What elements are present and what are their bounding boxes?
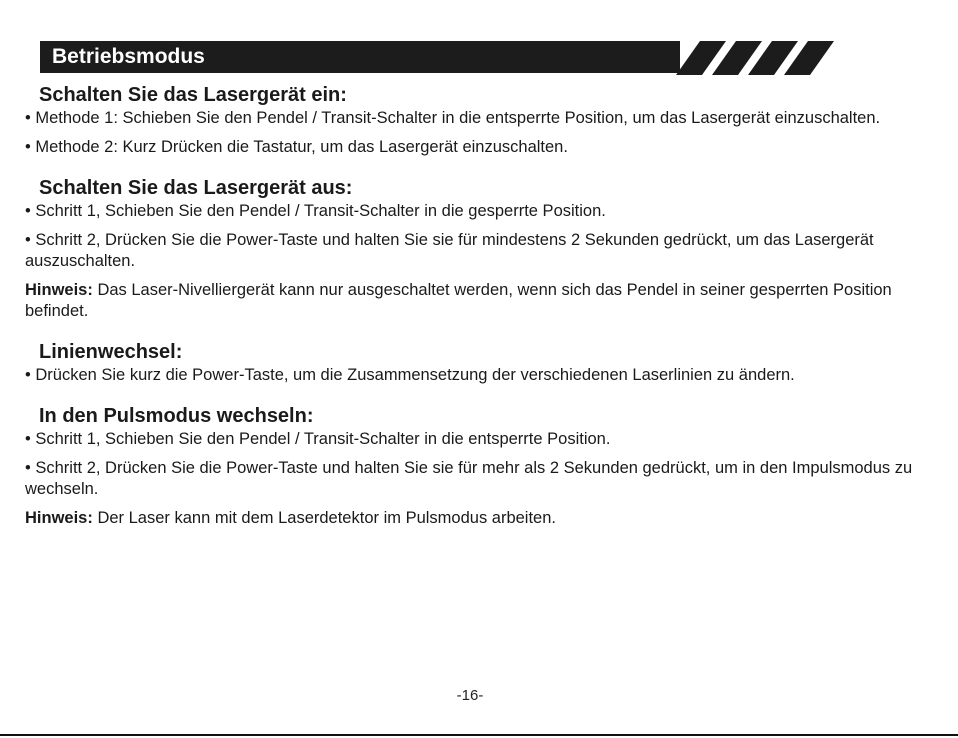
section-power-on bbox=[25, 83, 940, 158]
list-item: • Schritt 2, Drücken Sie die Power-Taste und halten Sie sie für mindestens 2 Sekunden gedrückt, um das Lasergerät auszuschalten. bbox=[25, 231, 874, 270]
section-power-off bbox=[25, 176, 940, 322]
list-item: • Drücken Sie kurz die Power-Taste, um die Zusammensetzung der verschiedenen Laserlinien zu ändern. bbox=[25, 366, 795, 384]
note-label: Hinweis: bbox=[25, 509, 93, 527]
section-pulse-mode bbox=[25, 404, 940, 529]
list-item: • Schritt 1, Schieben Sie den Pendel / Transit-Schalter in die entsperrte Position. bbox=[25, 430, 611, 448]
list-item: • Methode 1: Schieben Sie den Pendel / Transit-Schalter in die entsperrte Position, um das Lasergerät einzuschalten. bbox=[25, 109, 881, 127]
bottom-divider bbox=[0, 734, 958, 736]
section-heading: Schalten Sie das Lasergerät aus: bbox=[39, 177, 353, 199]
section-header-bar bbox=[40, 41, 680, 73]
note-label: Hinweis: bbox=[25, 281, 93, 299]
note-text: Das Laser-Nivelliergerät kann nur ausgeschaltet werden, wenn sich das Pendel in seiner gesperrten Position befindet. bbox=[25, 281, 892, 320]
page-number: -16- bbox=[456, 687, 484, 704]
section-heading: In den Pulsmodus wechseln: bbox=[39, 405, 314, 427]
section-line-switch bbox=[25, 340, 940, 386]
header-stripes-decoration bbox=[676, 40, 836, 76]
main-content bbox=[25, 83, 940, 547]
section-heading: Linienwechsel: bbox=[39, 341, 183, 363]
list-item: • Methode 2: Kurz Drücken die Tastatur, um das Lasergerät einzuschalten. bbox=[25, 138, 568, 156]
list-item: • Schritt 2, Drücken Sie die Power-Taste und halten Sie sie für mehr als 2 Sekunden gedrückt, um in den Impulsmodus zu wechseln. bbox=[25, 459, 913, 498]
note-text: Der Laser kann mit dem Laserdetektor im Pulsmodus arbeiten. bbox=[92, 509, 556, 527]
list-item: • Schritt 1, Schieben Sie den Pendel / Transit-Schalter in die gesperrte Position. bbox=[25, 202, 606, 220]
note bbox=[25, 508, 940, 529]
note bbox=[25, 280, 940, 322]
section-heading: Schalten Sie das Lasergerät ein: bbox=[39, 84, 347, 106]
page-title: Betriebsmodus bbox=[52, 45, 205, 68]
